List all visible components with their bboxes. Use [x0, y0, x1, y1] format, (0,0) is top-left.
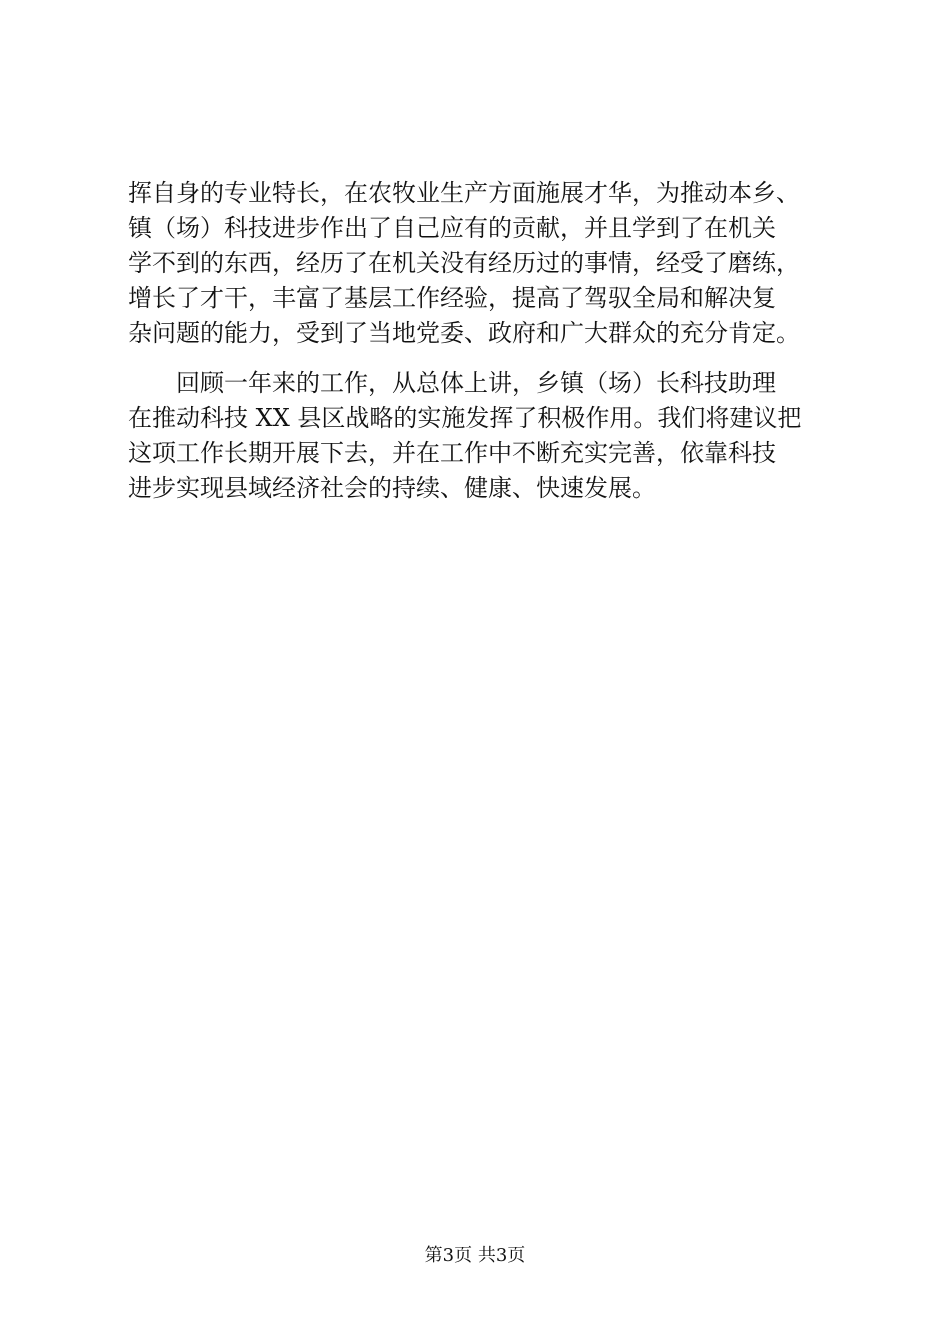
- paragraph-1-line-2: 镇（场）科技进步作出了自己应有的贡献，并且学到了在机关: [128, 214, 776, 242]
- paragraph-2-line-4: 进步实现县域经济社会的持续、健康、快速发展。: [128, 474, 656, 502]
- paragraph-1-line-5: 杂问题的能力，受到了当地党委、政府和广大群众的充分肯定。: [128, 319, 800, 347]
- page-footer: 第3页 共3页: [424, 1245, 526, 1266]
- paragraph-2-line-2: 在推动科技 XX 县区战略的实施发挥了积极作用。我们将建议把: [128, 404, 802, 432]
- paragraph-2-line-3: 这项工作长期开展下去，并在工作中不断充实完善，依靠科技: [128, 439, 776, 467]
- paragraph-2-line-1: 回顾一年来的工作，从总体上讲，乡镇（场）长科技助理: [128, 369, 776, 397]
- paragraph-1-line-4: 增长了才干，丰富了基层工作经验，提高了驾驭全局和解决复: [128, 284, 776, 312]
- paragraph-1-line-1: 挥自身的专业特长，在农牧业生产方面施展才华，为推动本乡、: [128, 179, 800, 207]
- paragraph-1-line-3: 学不到的东西，经历了在机关没有经历过的事情，经受了磨练，: [128, 249, 800, 277]
